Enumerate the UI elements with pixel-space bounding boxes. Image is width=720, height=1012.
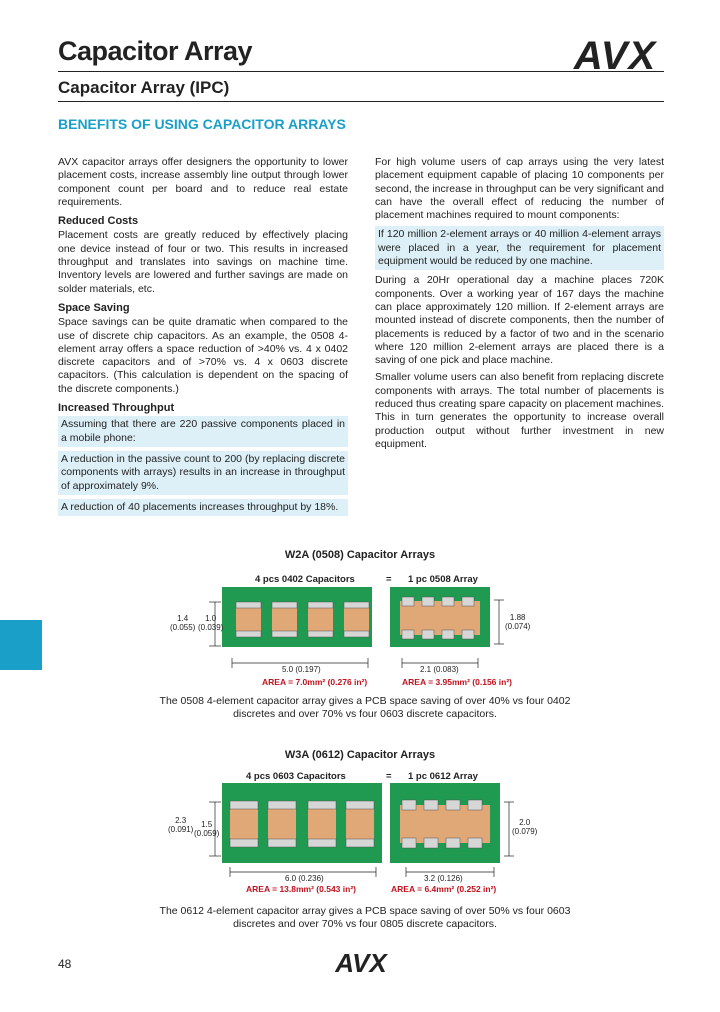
array-chip (400, 805, 490, 843)
w2a-right-label: 1 pc 0508 Array (408, 574, 478, 585)
w3a-right-label: 1 pc 0612 Array (408, 771, 478, 782)
w2a-area-left: AREA = 7.0mm² (0.276 in²) (262, 677, 368, 687)
w3a-dim-width-right: 3.2 (0.126) (424, 874, 463, 883)
w2a-dim-h1: 1.4 (0.055) (170, 614, 196, 632)
increased-throughput-heading: Increased Throughput (58, 402, 175, 415)
right-column (375, 156, 664, 455)
capacitor-chip (236, 602, 261, 637)
w2a-array-pcb (390, 587, 490, 647)
space-saving-heading: Space Saving (58, 301, 130, 314)
w2a-dim-height-right: 1.88 (0.074) (505, 613, 531, 631)
reduced-costs-text: Placement costs are greatly reduced by effectively placing one device instead of four or two. This results in increased throughput and translates into savings on machine time. Inventory levels are lowered and further savings are made on solder materials, etc. (58, 229, 348, 295)
w2a-discrete-pcb (222, 587, 372, 647)
space-saving-text: Space savings can be quite dramatic when compared to the use of discrete chip capacitors. As an example, the 0508 4-element array offers a space reduction of >40% vs. 4 x 0402 discrete capacitors and of >70% vs. 4 x 0603 discrete capacitors. (This calculation is dependent on the spacing of the discrete components.) (58, 316, 348, 395)
capacitor-chip (230, 801, 258, 847)
page-title: Capacitor Array (58, 36, 253, 66)
page-number: 48 (58, 957, 72, 971)
right-highlight: If 120 million 2-element arrays or 40 million 4-element arrays were placed in a year, the requirement for placement equipment would be reduced by one machine. (375, 226, 664, 270)
right-para-1: For high volume users of cap arrays using the very latest placement equipment capable of placing 10 components per second, the increase in throughput can be very significant and can have the overall effect of reducing the number of placement machines required to mount components: (375, 156, 664, 222)
w2a-left-label: 4 pcs 0402 Capacitors (255, 574, 355, 585)
w2a-dim-width-right: 2.1 (0.083) (420, 665, 459, 674)
w3a-area-right: AREA = 6.4mm² (0.252 in²) (391, 884, 497, 894)
w2a-equals: = (386, 574, 392, 585)
w3a-dim-height-right: 2.0 (0.079) (512, 818, 538, 836)
w3a-figure-title: W3A (0612) Capacitor Arrays (284, 749, 436, 761)
w2a-caption: The 0508 4-element capacitor array gives a PCB space saving of over 40% vs four 0402 discretes and over 70% vs four 0603 discrete capacitors. (159, 695, 571, 720)
capacitor-chip (344, 602, 369, 637)
w2a-dim-h2: 1.0 (0.039) (198, 614, 224, 632)
w2a-area-right: AREA = 3.95mm² (0.156 in²) (402, 677, 512, 687)
avx-logo-text: AVX (573, 34, 657, 78)
w3a-left-label: 4 pcs 0603 Capacitors (246, 771, 346, 782)
w3a-dim-width-left: 6.0 (0.236) (285, 874, 324, 883)
capacitor-chip (268, 801, 296, 847)
throughput-highlight-1: Assuming that there are 220 passive components placed in a mobile phone: (58, 416, 348, 447)
w3a-area-left: AREA = 13.8mm² (0.543 in²) (246, 884, 356, 894)
capacitor-chip (272, 602, 297, 637)
w3a-dim-h2: 1.5 (0.059) (194, 820, 220, 838)
w3a-discrete-pcb (222, 783, 382, 863)
avx-logo (566, 34, 664, 78)
w2a-dim-width-left: 5.0 (0.197) (282, 665, 321, 674)
capacitor-chip (308, 801, 336, 847)
avx-footer-logo (330, 950, 392, 976)
w3a-equals: = (386, 771, 392, 782)
throughput-highlight-3: A reduction of 40 placements increases throughput by 18%. (58, 499, 348, 516)
right-para-2: During a 20Hr operational day a machine places 720K components. Over a working year of 167 days the machine can place approximately 120 million. If 2-element arrays are mounted instead of discrete components, then the number of placements is reduced by a factor of two and in the scenario where 120 million 2-element arrays are placed there is a saving of one pick and place machine. (375, 274, 664, 367)
benefits-heading: BENEFITS OF USING CAPACITOR ARRAYS (58, 116, 346, 132)
page-subtitle: Capacitor Array (IPC) (58, 78, 230, 97)
capacitor-chip (346, 801, 374, 847)
w3a-caption: The 0612 4-element capacitor array gives a PCB space saving of over 50% vs four 0603 discretes and over 70% vs four 0805 discrete capacitors. (159, 905, 571, 930)
w3a-array-pcb (390, 783, 500, 863)
avx-footer-logo-text: AVX (335, 948, 387, 978)
right-para-3: Smaller volume users can also benefit from replacing discrete components with arrays. The total number of placements is reduced thus creating spare capacity on placement machines. This in turn generates the opportunity to increase overall production output without further investment in new equipment. (375, 371, 664, 450)
left-column (58, 156, 348, 520)
section-tab (0, 620, 42, 670)
w3a-dim-h1: 2.3 (0.091) (168, 816, 194, 834)
w2a-figure-title: W2A (0508) Capacitor Arrays (284, 549, 436, 561)
reduced-costs-heading: Reduced Costs (58, 215, 139, 228)
intro-text: AVX capacitor arrays offer designers the opportunity to lower placement costs, increase assembly line output through lower component count per board and to reduce real estate requirements. (58, 156, 348, 208)
capacitor-chip (308, 602, 333, 637)
throughput-highlight-2: A reduction in the passive count to 200 (by replacing discrete components with arrays) results in an increase in throughput of approximately 9%. (58, 451, 348, 495)
subtitle-rule (58, 101, 664, 102)
